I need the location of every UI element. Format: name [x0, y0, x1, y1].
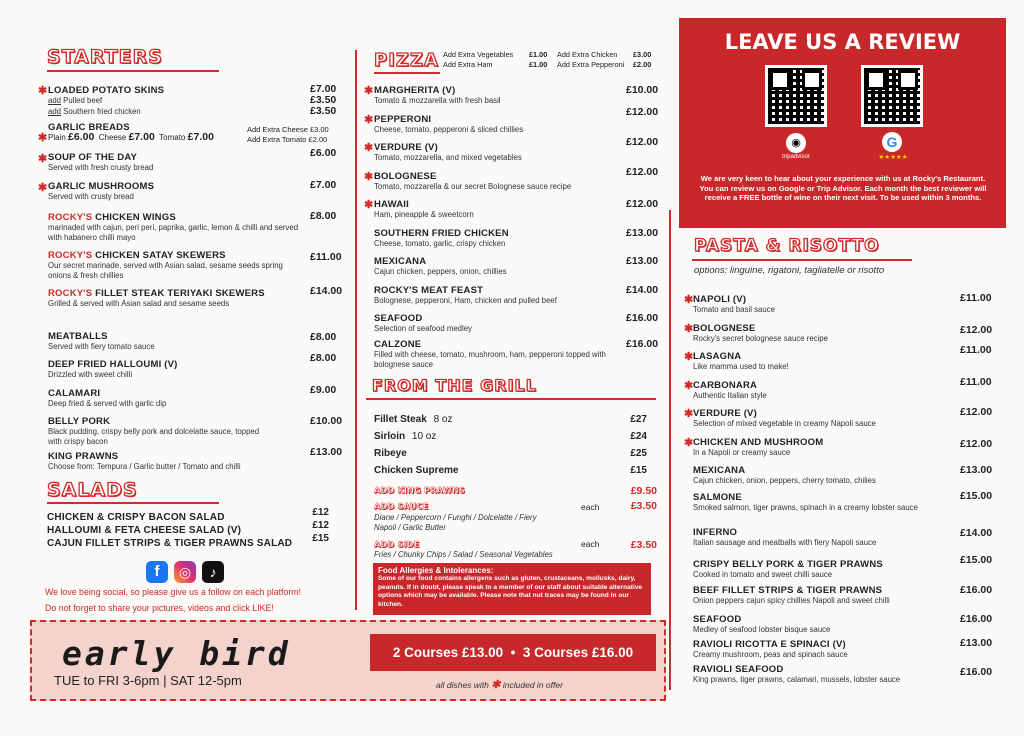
addon-price: £3.50 [310, 94, 337, 106]
item-price: £12.00 [626, 105, 659, 118]
included-star-icon: ✱ [38, 182, 48, 194]
salads-list [47, 507, 329, 549]
addon-label: Pulled beef [61, 96, 103, 105]
extra-price: £1.00 [529, 50, 548, 59]
item-desc: Selection of mixed vegetable in creamy Napoli sauce [693, 419, 876, 428]
tomato-label: Tomato [159, 133, 186, 142]
included-star-icon: ✱ [364, 199, 374, 211]
extra-label: Add Extra Pepperoni [557, 60, 625, 69]
item-price: £9.00 [310, 384, 337, 396]
item-price: £15.00 [960, 554, 993, 566]
item-price: £13.00 [960, 464, 993, 476]
item-price: £12.00 [960, 406, 993, 418]
add-side [374, 538, 657, 562]
grill-list [374, 414, 657, 482]
item-name: INFERNO [693, 527, 738, 538]
starters-title: STARTERS [47, 46, 163, 68]
included-star-icon: ✱ [684, 379, 694, 392]
item-price: £25 [630, 448, 647, 459]
review-panel [679, 18, 1006, 228]
item-size: 10 oz [411, 431, 437, 442]
column-divider [355, 50, 357, 610]
item-desc: marinaded with cajun, peri peri, paprika, garlic, lemon & chilli and served with habanero chilli mayo [48, 223, 299, 242]
item-name: CAJUN FILLET STRIPS & TIGER PRAWNS SALAD [47, 538, 293, 549]
starter-belly-pork [38, 414, 343, 448]
early-bird-note [436, 678, 563, 691]
item-price: £27 [630, 414, 647, 425]
addon-each: each [581, 502, 600, 512]
item-desc: Cheese, tomato, garlic, crispy chicken [374, 238, 506, 248]
tripadvisor-qr-code[interactable] [765, 65, 827, 127]
google-icon: G [882, 132, 902, 152]
pizza-underline [374, 72, 440, 74]
item-desc: In a Napoli or creamy sauce [693, 447, 791, 457]
pasta-item [684, 463, 1000, 490]
item-price: £12.00 [626, 198, 659, 210]
addon-prefix: add [48, 96, 62, 105]
included-star-icon: ✱ [38, 153, 48, 165]
starters-underline [47, 70, 219, 72]
salad-item-2 [47, 520, 329, 536]
pizza-item [364, 165, 664, 198]
grill-item [374, 431, 657, 448]
item-name: NAPOLI (V) [693, 294, 747, 305]
starter-wings [38, 210, 340, 246]
item-name: CARBONARA [693, 379, 758, 391]
column-divider [669, 210, 671, 690]
item-desc: Creamy mushroom, peas and spinach sauce [693, 650, 848, 659]
pasta-item [684, 662, 1000, 687]
item-desc: Filled with cheese, tomato, mushroom, ham, pepperoni topped with bolognese sauce [374, 350, 606, 369]
item-price: £6.00 [310, 147, 337, 159]
item-name: MEXICANA [693, 465, 746, 476]
item-desc: Deep fried & served with garlic dip [48, 399, 167, 408]
starter-garlic-breads [38, 120, 348, 148]
starter-teriyaki [38, 285, 343, 310]
item-name: VERDURE (V) [693, 408, 757, 419]
item-price: £10.00 [626, 84, 659, 96]
cheese-price: £7.00 [128, 131, 155, 143]
item-desc: Rocky's secret bolognese sauce recipe [693, 333, 828, 343]
item-price: £7.00 [310, 83, 337, 95]
extra-label: Add Extra Vegetables [443, 50, 514, 59]
item-price: £15 [630, 465, 647, 476]
pizza-item [364, 197, 664, 226]
tripadvisor-icon: ◉ [786, 133, 806, 153]
addon-desc: Diane / Peppercorn / Funghi / Dolcelatte / Fiery Napoli / Garlic Butter [374, 513, 537, 532]
included-star-icon: ✱ [38, 85, 48, 97]
item-desc: Cajun chicken, onion, peppers, cherry tomato, chilies [693, 476, 876, 485]
rockys-label: ROCKY'S [48, 250, 93, 261]
pasta-item [684, 490, 1000, 527]
item-name: Chicken Supreme [374, 465, 459, 476]
item-price: £13.00 [310, 446, 343, 458]
item-name: CRISPY BELLY PORK & TIGER PRAWNS [693, 559, 883, 570]
grill-item [374, 448, 657, 465]
item-desc: Cheese, tomato, pepperoni & sliced chillies [374, 124, 524, 134]
pizza-title: PIZZA [374, 50, 439, 71]
early-bird-times: TUE to FRI 3-6pm | SAT 12-5pm [54, 673, 242, 688]
pizza-item [364, 136, 664, 169]
starter-meatballs [38, 329, 340, 353]
item-desc: Medley of seafood lobster bisque sauce [693, 625, 831, 634]
note-prefix: all dishes with [436, 680, 489, 690]
item-desc: Served with fiery tomato sauce [48, 342, 155, 351]
social-line-1: We love being social, so please give us a follow on each platform! [45, 587, 302, 597]
item-desc: Tomato and basil sauce [693, 305, 775, 314]
item-price: £14.00 [960, 527, 993, 539]
pizza-item [364, 254, 664, 283]
item-name: CHICKEN & CRISPY BACON SALAD [47, 512, 225, 523]
item-desc: Tomato & mozzarella with fresh basil [374, 96, 501, 105]
allergy-title: Food Allergies & Intolerances: [378, 566, 494, 575]
pasta-item [684, 583, 1000, 612]
pasta-list [684, 292, 1000, 687]
allergy-text: Some of our food contains allergens such as gluten, crustaceans, mollusks, dairy, peanuts. If in doubt, please speak to a member of our staff about suitable alternative options which may be available. Please note that nut traces may be found in our kitchen. [378, 575, 643, 608]
addon-line [48, 107, 141, 117]
pasta-underline [692, 259, 912, 261]
item-desc: Smoked salmon, tiger prawns, spinach in a creamy lobster sauce [693, 503, 918, 512]
item-price: £8.00 [310, 352, 337, 364]
pasta-item [684, 375, 1000, 407]
item-name: BOLOGNESE [693, 322, 756, 334]
extra-price: £2.00 [633, 60, 652, 69]
item-name: CALAMARI [48, 388, 101, 399]
item-desc: Tomato, mozzarella & our secret Bolognese sauce recipe [374, 181, 572, 191]
included-star-icon: ✱ [684, 436, 694, 449]
item-name: VERDURE (V) [374, 142, 438, 153]
item-name: LOADED POTATO SKINS [48, 85, 165, 96]
addon-label: ADD SIDE [374, 540, 420, 549]
item-price: £8.00 [310, 331, 337, 343]
item-name: Sirloin [374, 431, 406, 442]
starter-satay [38, 248, 340, 284]
pasta-item [684, 527, 1000, 557]
item-price: £16.00 [626, 338, 659, 350]
item-price: £11.00 [960, 375, 992, 388]
item-price: £15.00 [960, 490, 993, 502]
grill-underline [366, 398, 656, 400]
tripadvisor-label: tripadvisor [782, 154, 810, 160]
item-price: £11.00 [960, 292, 992, 304]
item-price: £12 [312, 507, 329, 518]
note-suffix: included in offer [502, 680, 563, 690]
grill-title: FROM THE GRILL [372, 376, 537, 395]
item-price: £7.00 [310, 179, 337, 191]
item-name: RAVIOLI SEAFOOD [693, 664, 784, 675]
item-name: SEAFOOD [374, 313, 423, 324]
item-desc: Cooked in tomato and sweet chilli sauce [693, 570, 833, 579]
instagram-icon[interactable]: ◎ [174, 561, 196, 583]
salad-item-3 [47, 533, 329, 549]
pizza-item [364, 83, 664, 112]
item-desc: Authentic Italian style [693, 390, 767, 400]
item-price: £16.00 [960, 666, 993, 678]
salads-underline [47, 502, 219, 504]
item-desc: Italian sausage and meatballs with fiery Napoli sauce [693, 538, 877, 547]
included-star-icon: ✱ [364, 142, 374, 154]
item-price: £13.00 [626, 255, 659, 267]
extra-label: Add Extra Ham [443, 60, 493, 69]
item-price: £12.00 [626, 165, 659, 178]
item-name: BEEF FILLET STRIPS & TIGER PRAWNS [693, 585, 883, 596]
included-star-icon: ✱ [364, 170, 374, 183]
early-bird-offer: 2 Courses £13.00 • 3 Courses £16.00 [370, 634, 656, 671]
extra-label: Add Extra Chicken [557, 50, 618, 59]
item-name: SALMONE [693, 492, 742, 503]
google-stars: ★★★★★ [878, 154, 908, 161]
salad-item-1 [47, 507, 329, 523]
addon-label: ADD KING PRAWNS [374, 486, 466, 495]
item-desc: King prawns, tiger prawns, calamari, mussels, lobster sauce [693, 675, 901, 684]
item-size: 8 oz [433, 414, 453, 425]
item-price: £14.00 [310, 285, 343, 297]
plain-label: Plain [48, 133, 66, 142]
item-desc: Onion peppers cajun spicy chillies Napoli and sweet chilli [693, 596, 890, 605]
starter-calamari [38, 386, 340, 410]
addon-label: Southern fried chicken [61, 107, 141, 116]
item-price: £12 [312, 520, 329, 531]
item-name: CALZONE [374, 339, 422, 350]
pasta-item [684, 435, 1000, 464]
pasta-item [684, 554, 1000, 583]
item-price: £10.00 [310, 415, 343, 427]
item-name: Ribeye [374, 448, 407, 459]
item-desc: Served with fresh crusty bread [48, 163, 154, 172]
addon-prefix: add [48, 107, 62, 116]
item-name: BOLOGNESE [374, 170, 437, 182]
item-desc: Selection of seafood medley [374, 324, 472, 333]
grill-item [374, 465, 657, 482]
grill-item [374, 414, 657, 431]
garlic-options [48, 131, 214, 143]
item-price: £11.00 [960, 344, 992, 356]
pizza-item [364, 311, 664, 337]
item-price: £11.00 [310, 251, 342, 263]
salads-title: SALADS [47, 479, 138, 501]
item-name: PEPPERONI [374, 113, 432, 125]
extra-price: £3.00 [633, 50, 652, 59]
item-name: MEATBALLS [48, 331, 108, 342]
item-name: Fillet Steak [374, 414, 427, 425]
extra-cheese: Add Extra Cheese £3.00 [247, 125, 329, 134]
item-name: SOUTHERN FRIED CHICKEN [374, 227, 509, 239]
item-price: £13.00 [626, 226, 659, 239]
pasta-options: options: linguine, rigatoni, tagliatelle or risotto [694, 265, 885, 276]
item-desc: Black pudding, crispy belly pork and dolcelatte sauce, topped with crispy bacon [48, 427, 260, 446]
item-desc: Ham, pineapple & sweetcorn [374, 210, 474, 219]
rockys-label: ROCKY'S [48, 288, 93, 299]
addon-line [48, 96, 102, 106]
pasta-item [684, 612, 1000, 637]
included-star-icon: ✱ [491, 679, 501, 691]
allergy-box [373, 563, 651, 615]
item-name: GARLIC MUSHROOMS [48, 181, 155, 192]
item-name: DEEP FRIED HALLOUMI (V) [48, 359, 178, 370]
item-name: ROCKY'S CHICKEN WINGS [48, 212, 176, 223]
early-bird-title: early bird [62, 634, 291, 673]
starter-halloumi [38, 352, 340, 381]
item-name: LASAGNA [693, 351, 742, 362]
review-title: LEAVE US A REVIEW [724, 30, 961, 54]
included-star-icon: ✱ [684, 294, 694, 306]
included-star-icon: ✱ [364, 113, 374, 126]
item-name: ROCKY'S FILLET STEAK TERIYAKI SKEWERS [48, 288, 265, 299]
item-name: KING PRAWNS [48, 451, 119, 462]
early-bird-banner [30, 620, 666, 701]
item-price: £13.00 [960, 637, 993, 649]
extra-tomato: Add Extra Tomato £2.00 [247, 135, 328, 144]
addon-price: £3.50 [310, 105, 337, 117]
pasta-item [684, 292, 1000, 321]
pasta-title: PASTA & RISOTTO [694, 236, 880, 256]
item-name: MARGHERITA (V) [374, 85, 456, 96]
addon-price: £3.50 [630, 500, 657, 512]
add-sauce [374, 500, 657, 536]
item-name: BELLY PORK [48, 416, 111, 427]
addon-desc: Fries / Chunky Chips / Salad / Seasonal Vegetables [374, 550, 553, 559]
item-price: £16.00 [960, 613, 993, 625]
item-price: £12.00 [960, 437, 993, 450]
add-king-prawns [374, 485, 657, 499]
cheese-label: Cheese [98, 133, 127, 142]
review-text: We are very keen to hear about your experience with us at Rocky's Restaurant. You can review us on Google or Trip Advisor. Each month the best reviewer will receive a FREE bottle of wine on their next visit. To be used within 3 months. [699, 174, 987, 203]
social-line-2: Do not forget to share your pictures, videos and click LIKE! [45, 603, 274, 613]
extra-price: £1.00 [529, 60, 548, 69]
item-desc: Served with crusty bread [48, 192, 134, 201]
tiktok-icon[interactable]: ♪ [202, 561, 224, 583]
item-name: HALLOUMI & FETA CHEESE SALAD (V) [47, 525, 242, 536]
addon-price: £3.50 [630, 539, 657, 551]
item-desc: Like mamma used to make! [693, 362, 789, 371]
social-icons [146, 561, 224, 583]
item-price: £15 [312, 533, 329, 544]
included-star-icon: ✱ [684, 351, 694, 363]
item-desc: Drizzled with sweet chilli [48, 370, 133, 379]
starter-king-prawns [38, 446, 343, 473]
facebook-icon[interactable]: f [146, 561, 168, 583]
included-star-icon: ✱ [684, 322, 694, 335]
tomato-price: £7.00 [187, 131, 214, 143]
item-price: £8.00 [310, 210, 337, 222]
addon-label: ADD SAUCE [374, 502, 429, 511]
pasta-item [684, 321, 1000, 350]
item-desc: Tomato, mozzarella, and mixed vegetables [374, 153, 522, 162]
pasta-item [684, 406, 1000, 435]
google-qr-code[interactable] [861, 65, 923, 127]
item-price: £24 [630, 431, 647, 442]
pasta-item [684, 344, 1000, 378]
item-name: ROCKY'S CHICKEN SATAY SKEWERS [48, 250, 226, 261]
pasta-item [684, 637, 1000, 662]
starter-mushrooms [38, 179, 340, 203]
item-desc: Bolognese, pepperoni, Ham, chicken and pulled beef [374, 295, 557, 305]
pizza-item [364, 226, 664, 255]
item-name: CHICKEN AND MUSHROOM [693, 436, 824, 448]
addon-each: each [581, 539, 600, 549]
item-name: ROCKY'S MEAT FEAST [374, 284, 484, 296]
item-price: £16.00 [626, 312, 659, 324]
pizza-list [364, 83, 664, 371]
included-star-icon: ✱ [364, 85, 374, 97]
item-name: RAVIOLI RICOTTA E SPINACI (V) [693, 639, 846, 650]
item-name: SEAFOOD [693, 614, 742, 625]
plain-price: £6.00 [68, 131, 95, 143]
item-name: GARLIC BREADS [48, 122, 130, 133]
item-desc: Our secret marinade, served with Asian salad, sesame seeds spring onions & fresh chillies [48, 261, 283, 280]
item-desc: Grilled & served with Asian salad and sesame seeds [48, 299, 230, 308]
item-price: £14.00 [626, 283, 659, 296]
starter-soup [38, 147, 340, 174]
item-price: £12.00 [626, 136, 659, 148]
pizza-item [364, 105, 664, 141]
pizza-item [364, 337, 664, 371]
included-star-icon: ✱ [38, 132, 48, 144]
included-star-icon: ✱ [684, 408, 694, 420]
item-desc: Choose from: Tempura / Garlic butter / Tomato and chilli [48, 462, 241, 471]
addon-price: £9.50 [630, 485, 657, 497]
item-name: HAWAII [374, 199, 409, 210]
pizza-item [364, 283, 664, 312]
item-desc: Cajun chicken, peppers, onion, chillies [374, 267, 507, 276]
item-price: £12.00 [960, 323, 993, 336]
item-name: MEXICANA [374, 256, 427, 267]
item-price: £16.00 [960, 584, 993, 596]
item-name: SOUP OF THE DAY [48, 152, 138, 163]
rockys-label: ROCKY'S [48, 212, 93, 223]
